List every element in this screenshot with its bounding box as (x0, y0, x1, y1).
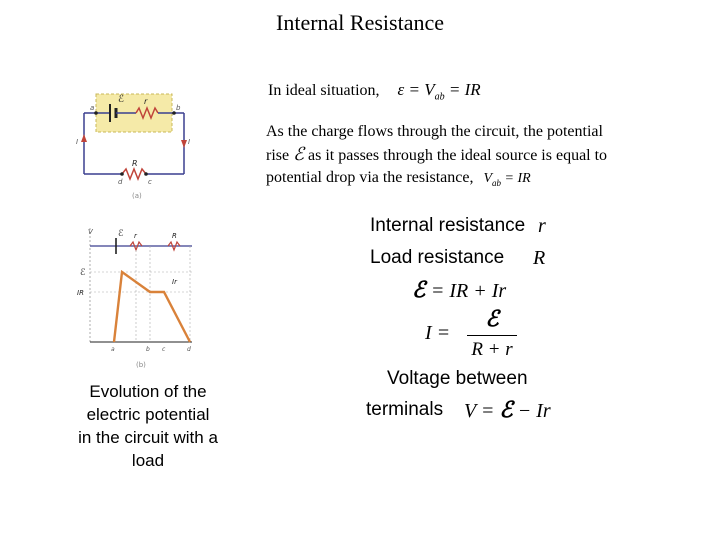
axis-label-IR: IR (77, 289, 84, 297)
label-r: r (144, 97, 148, 106)
node-c (144, 172, 148, 176)
current-denominator: R + r (471, 339, 513, 360)
label-r-top: r (134, 232, 137, 240)
label-Ir: Ir (172, 278, 177, 286)
internal-resistance-label: Internal resistance (370, 215, 526, 236)
explanation-paragraph (266, 121, 656, 194)
para-line-2: rise ℰ as it passes through the ideal source is equal to (266, 144, 608, 164)
load-resistance-symbol: R (533, 247, 546, 269)
para-line-3: potential drop via the resistance, $V_{ab}$ = IR (266, 169, 531, 188)
potential-curve (114, 272, 190, 342)
label-a: a (90, 104, 95, 112)
figure-b-label: (b) (136, 361, 146, 369)
axis-label-emf: ℰ (80, 268, 86, 278)
label-R: R (132, 159, 138, 168)
x-label-b: b (146, 346, 150, 353)
vab-equation: $V_{ab}$ = IR (483, 171, 531, 188)
ideal-text: In ideal situation, (268, 82, 380, 99)
fraction-bar (467, 335, 517, 336)
load-resistance-label: Load resistance (370, 247, 505, 268)
current-arrow-right (181, 140, 187, 148)
label-emf: ℰ (118, 94, 125, 105)
label-d: d (118, 178, 123, 186)
terminals-label: terminals (366, 399, 444, 420)
figure-a-label: (a) (132, 192, 142, 200)
label-I-left: I (76, 138, 79, 146)
potential-graph (74, 224, 204, 372)
voltage-between-label: Voltage between (387, 368, 528, 389)
circuit-diagram (74, 86, 214, 202)
para-line-1: As the charge flows through the circuit, the potential (266, 123, 603, 140)
internal-resistance-symbol: r (538, 215, 546, 237)
x-label-c: c (162, 346, 166, 353)
current-arrow-left (81, 134, 87, 142)
figure-caption: Evolution of the electric potential in the circuit with a load (78, 382, 218, 470)
label-emf-top: ℰ (118, 229, 124, 239)
load-resistor (122, 169, 146, 179)
x-label-d: d (187, 346, 191, 353)
x-label-a: a (111, 346, 115, 353)
label-R-top: R (172, 232, 177, 240)
slide-title: Internal Resistance (276, 10, 444, 35)
node-a (94, 111, 98, 115)
current-equation: I = ℰ R + r (425, 310, 545, 360)
terminal-voltage-equation: V = ℰ − Ir (464, 397, 551, 422)
label-b: b (176, 104, 181, 112)
emf-equation: ℰ = IR + Ir (412, 277, 507, 302)
node-d (120, 172, 124, 176)
label-I-right: I (188, 138, 191, 146)
emf-symbol: ℰ (293, 144, 305, 164)
ideal-equation: $\varepsilon = V_{ab}$ = IR (397, 80, 481, 103)
ideal-statement (268, 80, 481, 102)
label-c: c (148, 178, 152, 186)
label-V: V (88, 228, 93, 236)
current-numerator: ℰ (485, 306, 499, 331)
